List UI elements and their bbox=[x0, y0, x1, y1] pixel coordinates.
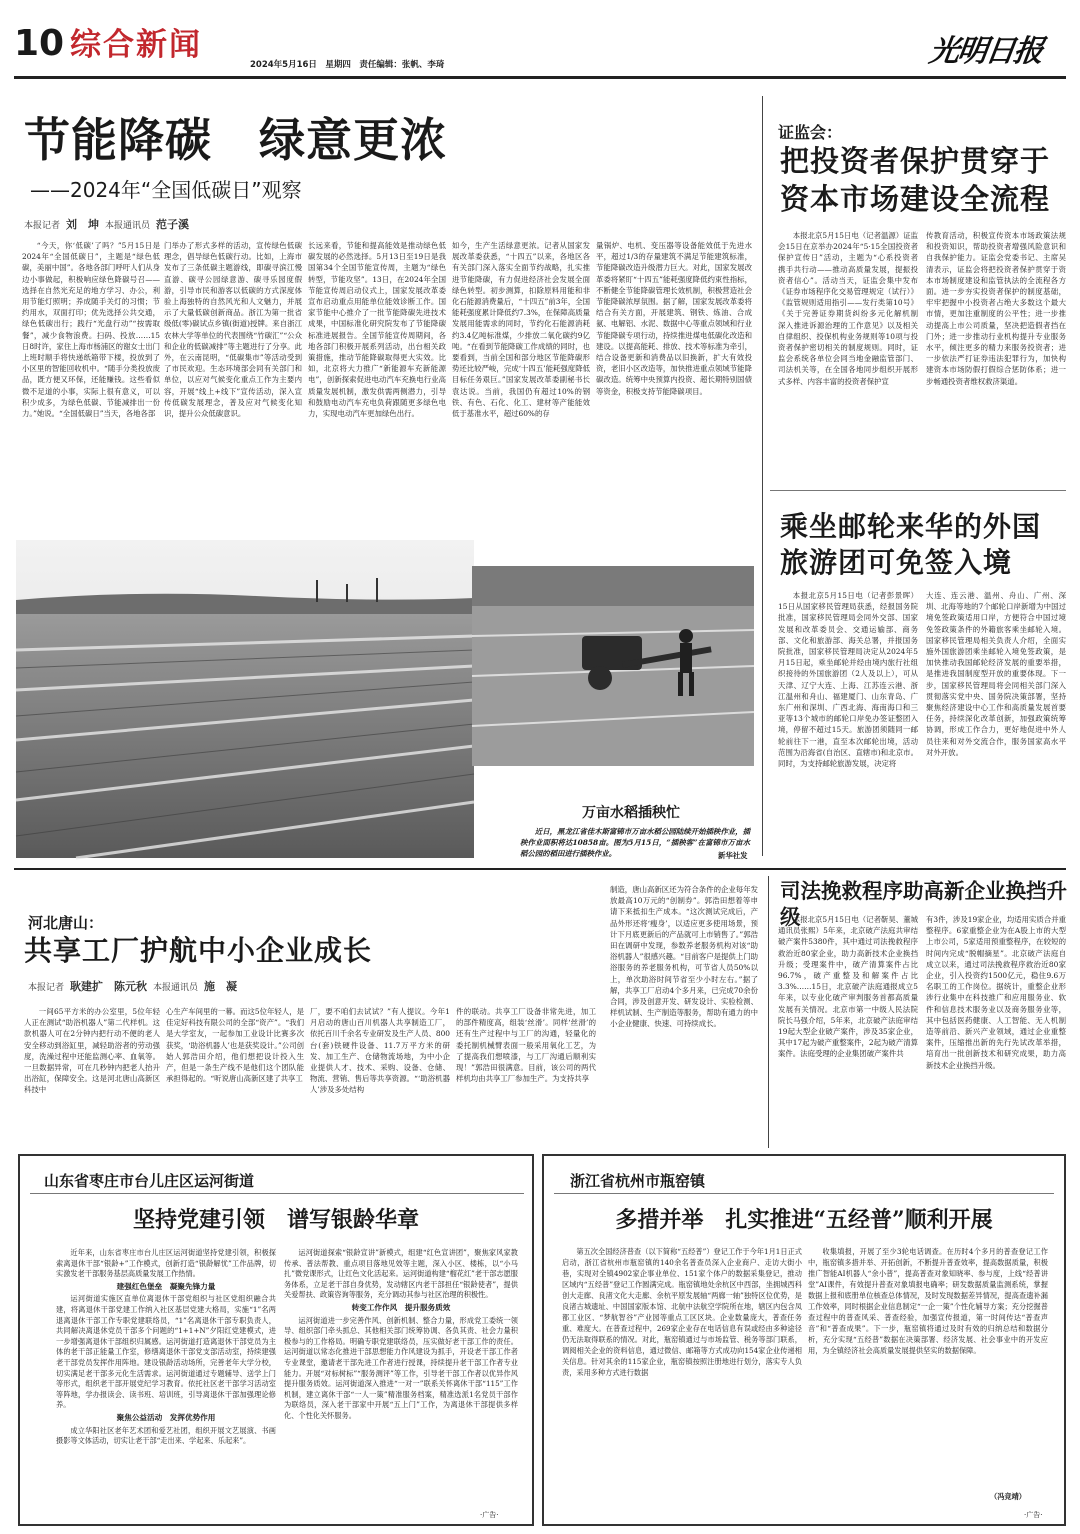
page-number: 10 bbox=[14, 23, 65, 64]
lead-column-2: 门举办了形式多样的活动，宣传绿色低碳理念，倡导绿色低碳行动。比如，上海市发布了三条低碳主题游线，即碳寻滨江慢直游、碳寻公园绿意游、碳寻乐园度假游，引导市民和游客以低碳的方式深度体验上海独特的自然风光和人文魅力，并展示了大量低碳创新商品。浙江为第一批省级低(零)碳试点乡镇(街道)授牌。来自浙江农林大学等单位的代表围绕“竹碳汇”“公众和企业的低碳减排”等主题进行了分享。此外，在云南昆明，“低碳集市”等活动受到了市民欢迎。生态环境部会同有关部门和单位，以应对气候变化重点工作为主要内容，开展“线上+线下”宣传活动，深入宣传低碳发展理念，普及应对气候变化知识，提升公众低碳意识。 bbox=[164, 241, 302, 419]
ad-left-column-2: 运河街道探索“银龄宣讲”新模式，组建“红色宣讲团”，聚焦家风家教传承、普法帮教、重点项目落地见效等主题，深入小区、楼栋，以“小马扎”微党课形式，让红色文化活起来。运河街道构建“榴花红”老干部志愿服务体系，立足老干部自身优势，发动辖区内老干部担任“银龄使者”，提供关爱帮扶、政策咨询等服务，充分调动其参与社区治理的积极性。 转变工作作风 提升服务质效 运河街道进一步完善作风、创新机制、整合力量，形成党工委统一领导、组织部门牵头抓总、其他相关部门统筹协调、各负其责、社会力量积极参与的工作格局。明确专职党建联络员，压实做好老干部工作的责任。运河街道以常态化推进干部思想能力作风建设为抓手，开设老干部工作者专业课堂，邀请老干部先进工作者进行授课，持续提升老干部工作者专业能力。开展“对标树标”“服务测评”等工作，引导老干部工作者以优异作风提升服务质效。运河街道深入推进“一对一”联系关怀离休干部“115”工作机制，建立离休干部“一人一策”精准服务档案，精准选派1名党员干部作为联络员，深入老干部家中开展“五上门”工作，为离退休干部提供多样化、个性化关怀服务。 bbox=[284, 1248, 518, 1420]
photo-caption: 近日，黑龙江省佳木斯富锦市万亩水稻公园陆续开始插秧作业，插秧作业面积将达10858亩。图为5月15日，“插秧客”在富锦市万亩水稻公园的稻田进行插秧作业。 bbox=[520, 827, 750, 858]
cruise-column-1: 本报北京5月15日电（记者彭景晖）15日从国家移民管理局获悉，经报国务院批准，国家移民管理局会同外交部、国家发展和改革委员会、交通运输部、商务部、文化和旅游部、海关总署，并报国务院批准，国家移民管理局决定从2024年5月15日起，乘坐邮轮并经由境内旅行社组织接待的外国旅游团（2人及以上），可从天津、辽宁大连、上海、江苏连云港、浙江温州和舟山、福建厦门、山东青岛、广东广州和深圳、广西北海、海南海口和三亚等13个城市的邮轮口岸免办签证整团入境，停留不超过15天。旅游团须随同一邮轮前往下一港，直至本次邮轮出境，活动范围为沿海省(自治区、直辖市)和北京市。同时，为支持邮轮旅游发展，决定将 bbox=[778, 591, 918, 769]
ad-left-subhead-1: 建强红色堡垒 凝聚先锋力量 bbox=[116, 1281, 216, 1291]
ad-right-column-1: 第五次全国经济普查（以下简称“五经普”）登记工作于今年1月1日正式启动，浙江省杭州市瓶窑镇的140余名普查员深入企业商户、走访大街小巷，实现对全镇4902家企事业单位、151家个体户的数据采集登记，推动区域内“五经普”登记工作圆满完成。瓶窑镇地处余杭区中西部，坐拥城西科创大走廊、良渚文化大走廊、余杭平原发展轴“两廊一轴”独特区位优势，是良渚古城遗址、中国国家版本馆、北航中法航空学院所在地，辖区内包含凤都工业区、“梦航智谷”产业园等重点工区区块。企业数量庞大，普查任务重、难度大。在普查过程中，269家企业存在电话信息有误或经由多种途径仍无法取得联系的情况。对此，瓶窑镇通过与市场监管、税务等部门联系，调阅相关企业的资料信息，通过微信、邮箱等方式成功向154家企业传递相关信息。针对其余的115家企业，瓶窑镇按照注册地进行划分，落实专人负责，采用多种方式进行数据 bbox=[562, 1247, 802, 1377]
cruise-title-line2: 旅游团可免签入境 bbox=[780, 546, 1013, 579]
lead-column-5: 量锅炉、电机、变压器等设备能效低于先进水平，超过1/3的存量建筑不满足节能建筑标准，节能降碳改造升级潜力巨大。对此，国家发展改革委将紧盯“十四五”能耗强度降低约束性指标，不断健全节能降碳管理长效机制，积极营造社会节能降碳浓厚氛围。据了解，国家发展改革委将结合有关方面，开展建筑、钢铁、炼油、合成氨、电解铝、水泥、数据中心等重点领域和行业节能降碳专项行动，持续推进煤电低碳化改造和建设。以提高能耗、排放、技术等标准为牵引，结合设备更新和消费品以旧换新，扩大有效投资，老旧小区改造等，加快推进重点领域节能降碳改造。统筹中央预算内投资、超长期特别国债等资金，积极支持节能降碳项目。 bbox=[596, 241, 752, 396]
court-column-1: 本报北京5月15日电（记者靳昊、董城 通讯员张熙）5年来，北京破产法庭共审结破产案件5380件，其中通过司法挽救程序救治近80家企业，助力高新技术企业换挡升级；受理案件中，破产清算案件占比96.7%，破产重整及和解案件占比3.3%……15日，北京破产法庭通报成立5年来，以专业化破产审判服务首都高质量发展有关情况。北京市第一中级人民法院院长马强介绍，5年来，北京破产法庭审结19起大型企业破产案件，涉及35家企业，其中17起为破产重整案件，2起为破产清算案件。法庭受理的企业集团破产案件共 bbox=[778, 915, 926, 1059]
court-title: 司法挽救程序助高新企业换挡升级 bbox=[780, 879, 1067, 929]
ad-left-kicker: 山东省枣庄市台儿庄区运河街道 bbox=[44, 1172, 255, 1190]
tangshan-column-4: 件的联动。共享工厂设备非常先进，加工的部件精度高，组装‘丝滑’。同样‘丝滑’的还有生产过程中与工厂的沟通，轻量化的委托制机械臂表面一般采用氧化工艺，为了提高我们想喷漆，与工厂沟通后顺利实现！”郭浩田很满意。目前，该公司的两代样机均由共享工厂参加生产。为支持共享 bbox=[456, 1007, 596, 1084]
lead-column-1: “今天，你‘低碳’了吗？”5月15日是2024年“全国低碳日”，主题是“绿色低碳，美丽中国”。各地各部门呼吁人们从身边小事做起，积极响应绿色降碳号召——选择在自然光充足的地方学习、办公，利用节能灯照明；养成随手关灯的习惯；节约用水，双面打印；优先选择公共交通，绿色低碳出行；践行“光盘行动”“按需取餐”，减少食物浪费。扫码、投放……15日8时许，家住上海市杨浦区的谢女士出门上班时顺手将快递纸箱带下楼，投放到了小区里的智能回收机中。“随手分类投放废品，既方便又环保，还能赚钱。这些看似微不足道的小事，实际上很有意义，可以积少成多，为绿色低碳、节能减排出一份力。”她说。“全国低碳日”当天，各地各部 bbox=[22, 241, 160, 419]
ad-left-mark: ·广告· bbox=[480, 1511, 499, 1519]
lead-title: 节能降碳 绿意更浓 bbox=[24, 113, 447, 167]
court-left-divider bbox=[768, 876, 769, 1148]
rice-field-photo-main bbox=[16, 540, 474, 858]
ad-left-subhead-3: 转变工作作风 提升服务质效 bbox=[351, 1302, 451, 1312]
rice-planting-photo-inset bbox=[472, 566, 754, 766]
tangshan-byline: 本报记者 耿建扩 陈元秋 本报通讯员 施 凝 bbox=[28, 980, 238, 993]
photo-credit: 新华社发 bbox=[718, 851, 748, 860]
csrc-column-1: 本报北京5月15日电（记者温源）证监会15日在京举办2024年“5·15全国投资者保护宣传日”活动，主题为“心系投资者 携手共行动——推动高质量发展，提振投资者信心”。活动当天，证监会集中发布《证券市场程序化交易管理规定（试行）》《监管规则适用指引——发行类第10号》《关于完善证券期货纠纷多元化解机制 深入推进诉源治理的工作意见》以及相关自律组织、投保机构业务规则等10项与投资者保护密切相关的制度规则。同时，证监会系统各单位会同当地金融监管部门、司法机关等，在全国各地同步组织开展形式多样、内容丰富的投资者保护宣 bbox=[778, 231, 926, 386]
tangshan-column-1: 一间65平方米的办公室里，5位年轻人正在测试“助浴机器人”第二代样机。这款机器人可在2分钟内把行动不便的老人安全移动到浴缸里，减轻助浴者的劳动强度，洗澡过程中还能监测心率、血氧等。一旦数据异常，可在几秒钟内把老人抬升出浴缸，保障安全。这是河北唐山高新区科技中 bbox=[24, 1007, 160, 1095]
lead-column-4: 如今，生产生活绿意更浓。记者从国家发展改革委获悉，“十四五”以来，各地区各有关部门深入落实全面节约战略，扎实推进节能降碳，有力促进经济社会发展全面绿色转型。初步测算，扣除原料用能和非化石能源消费量后，“十四五”前3年，全国能耗强度累计降低约7.3%，在保障高质量发展用能需求的同时，节约化石能源消耗约3.4亿吨标准煤，少排放二氧化碳约9亿吨。“在看到节能降碳工作成绩的同时，也要看到，当前全国和部分地区节能降碳形势还比较严峻，完成‘十四五’能耗强度降低目标任务艰巨。”国家发展改革委副秘书长袁达说。当前，我国仍有超过10%的钢铁、有色、石化、化工、建材等产能能效低于基准水平，超过60%的存 bbox=[452, 241, 590, 419]
tangshan-column-5: 制造，唐山高新区还为符合条件的企业每年发放最高10万元的“创制券”。郭浩田想着等申请下来抵扣生产成本。“这次测试完成后，产品外形还将‘瘦身’，以适应更多使用场景，预计下月底更新后的产品就可上市销售了。”郭浩田在调研中发现，参数养老服务机构对该“助浴机器人”很感兴趣。“目前客户是提供上门助浴服务的养老服务机构，可节省人员50%以上，单次助浴时间节省至少小时左右。”据了解，共享工厂启动4个多月来，已完成70余份合同，涉及创意开发、研发设计、实验检测、样机试制、生产制造等服务，帮助有通力的中小企业健康、快速、可持续成长。 bbox=[610, 885, 758, 1029]
tangshan-column-2: 心生产车间里的一幕。而这5位年轻人，是佳定好科技有限公司的全部“资产”。“我们是大学室友，一起参加工业设计比赛多次获奖，‘助浴机器人’也是获奖设计。”公司创始人郭浩田介绍，他们想把设计投入生产，但是一条生产线不是他们这个团队能承担得起的。“听说唐山高新区建了共享工 bbox=[166, 1007, 304, 1084]
ad-right-kicker: 浙江省杭州市瓶窑镇 bbox=[570, 1172, 706, 1190]
lead-right-divider bbox=[762, 96, 763, 856]
section-title: 综合新闻 bbox=[70, 27, 202, 63]
ad-left-kicker-rule bbox=[30, 1193, 524, 1194]
cruise-column-2: 大连、连云港、温州、舟山、广州、深圳、北海等地的7个邮轮口岸新增为中国过境免签政策适用口岸，方便符合中国过境免签政策条件的外籍旅客乘坐邮轮入境。国家移民管理局相关负责人介绍，全面实施外国旅游团乘坐邮轮入境免签政策，是加快推动我国邮轮经济发展的重要举措，是推进我国制度型开放的重要体现。下一步，国家移民管理局将会同相关部门深入贯彻落实党中央、国务院决策部署，坚持聚焦经济建设中心工作和高质量发展首要任务，持续深化改革创新，加强政策统筹协调，形成工作合力，更好地促进中外人员往来和对外交流合作，服务国家高水平对外开放。 bbox=[926, 591, 1066, 757]
tangshan-column-3: 厂，要不咱们去试试？”有人提议。今年1月启动的唐山百川机器人共享制造工厂，依托百川千余名专业研发及生产人员、800台(套)铁硬件设备、11.7万平方米的研发、加工生产、仓储物流场地，为中小企业提供人才、技术、采购、设备、仓储、物流、营销、售后等共享资源。“‘助浴机器人’涉及多处结构 bbox=[310, 1007, 450, 1095]
ad-right-title: 多措并举 扎实推进“五经普”顺利开展 bbox=[615, 1207, 993, 1233]
tangshan-kicker: 河北唐山： bbox=[28, 914, 104, 932]
court-column-2: 有3件，涉及19家企业，均适用实质合并重整程序。6家重整企业为在A股上市的大型上市公司，5家适用预重整程序，在较短的时间内完成“脱帽摘星”。北京破产法庭自成立以来，通过司法挽救程序救治近80家企业，引入投资约1500亿元，稳住9.6万名职工的工作岗位。据统计，重整企业形涉行业集中在科技推广和应用服务业、软件和信息技术服务业以及商务服务业等，其中包括医药健康、人工智能、无人机制造等前沿、新兴产业领域，通过企业重整案件，压缩推出新的先行先试改革举措，培育出一批创新技术和研究成果，助力高新技术企业换挡升级。 bbox=[926, 915, 1066, 1070]
issue-info: 2024年5月16日 星期四 责任编辑：张帆、李琦 bbox=[250, 60, 445, 70]
csrc-column-2: 传教育活动，积极宣传资本市场政策法规和投资知识，帮助投资者增强风险意识和自我保护能力。证监会党委书记、主席吴清表示，证监会将把投资者保护贯穿于资本市场制度建设和监管执法的全流程各方面。进一步夯实投资者保护的制度基础，牢牢把握中小投资者占绝大多数这个最大市情，更加注重制度的公平性；进一步推动提高上市公司质量，坚决把造假者挡在门外；进一步推动行业机构提升专业服务水平，倾注更多的精力来服务投资者；进一步依法严打证券违法犯罪行为，加快构建资本市场防假打假综合惩防体系；进一步畅通投资者维权救济渠道。 bbox=[926, 231, 1066, 386]
ad-left-subhead-2: 聚焦公益活动 发挥优势作用 bbox=[116, 1412, 216, 1422]
ad-right-signature: （冯竞靖） bbox=[990, 1492, 1026, 1501]
masthead-logo: 光明日报 bbox=[927, 34, 1044, 69]
csrc-bottom-rule bbox=[770, 490, 1066, 491]
mid-rule bbox=[14, 868, 1066, 870]
csrc-title-line1: 把投资者保护贯穿于 bbox=[780, 144, 1051, 178]
ad-right-column-2: 收集填报，开展了至少3轮电话调查。在历时4个多月的普查登记工作中，瓶窑镇多措并举、开拓创新，不断提升普查效率，提高数据质量，积极推广智能AI机器人“余小普”，提高普查对象知晓率、参与度，上线“经普讲堂”AI课件，有效提升普查对象填报电确率；研发数据质量监测系统，掌握数据上报和底册单位核查总体情况，及时发现数据差异情况，提高查遗补漏工作效率，同时根据企业信息制定“一企一策”个性化辅导方案；充分挖掘普查过程中的普查风采、普查经验，加强宣传报道，第一时间传达“普查声音”和“普查成果”。下一步，瓶窑镇将通过及时有效的归纳总结和数据分析，充分实现“五经普”数据在决策部署、经济发展、社会事业中的开发应用，为全镇经济社会高质量发展提供坚实的数据保障。 bbox=[808, 1247, 1048, 1355]
lead-subtitle: ——2024年“全国低碳日”观察 bbox=[30, 178, 302, 202]
lead-column-3: 长远来看，节能和提高能效是推动绿色低碳发展的必然选择。5月13日至19日是我国第34个全国节能宣传周，主题为“绿色转型，节能攻坚”。13日，在2024年全国节能宣传周启动仪式上，国家发展改革委宣布启动重点用能单位能效诊断工作。国家节能中心推介了一批节能降碳先进技术成果，中国标准化研究院发布了节能降碳标准进展报告。全国节能宣传周期间，各地各部门积极开展系列活动，出台相关政策措施，推动节能降碳取得更大实效。比如，北京将大力推广“新能源车充新能源电”，创新探索促进电动汽车充换电行业高质量发展机制，激发供需两侧潜力，引导和鼓励电动汽车充电负荷跟随更多绿色电力，实现电动汽车更加绿色出行。 bbox=[308, 241, 446, 419]
ad-left-title: 坚持党建引领 谱写银龄华章 bbox=[132, 1207, 419, 1233]
ad-right-kicker-rule bbox=[554, 1193, 1054, 1194]
csrc-kicker: 证监会： bbox=[778, 123, 843, 142]
lead-byline: 本报记者 刘 坤 本报通讯员 范子溪 bbox=[24, 218, 190, 231]
ad-left-column-1: 近年来，山东省枣庄市台儿庄区运河街道坚持党建引领，积极探索离退休干部“银龄+”工作模式，创新打造“银龄解忧”工作品牌，切实激发老干部服务基层高质量发展工作热情。 建强红色堡垒 凝聚先锋力量 运河街道实施区直单位离退休干部党组织与社区党组织融合共建，将离退休干部党建工作纳入社区基层党建大格局，实施“1”名两退离退休干部工作专职党建联络员，“1”名离退休干部专职负责人，共同解决离退休党员干部多个问题的“1+1+N”夕阳红党建模式，进一步增强离退休干部组织归属感。运河街道打造离退休干部党员为主体的老干部正能量工作室，修缮离退休干部党支部活动室，持续建强老干部党员发挥作用阵地。建设银龄活动场所，完善老年大学分校，切实满足老干部多元化生活需求。运河街道通过专题辅导、送学上门等形式，组织老干部开展党纪学习教育。依托社区老干部学习活动室等阵地，学办报读会、读书班、培训班，引导离退休干部加强理论修养。 聚焦公益活动 发挥优势作用 成立华阳社区老年艺术团和爱艺社团，组织开展文艺展演、书画摄影等文体活动，切实让老干部“走出来、学起来、乐起来”。 bbox=[56, 1248, 276, 1446]
csrc-title-line2: 资本市场建设全流程 bbox=[780, 182, 1051, 216]
header-rule bbox=[14, 76, 1066, 79]
photo-caption-title: 万亩水稻插秧忙 bbox=[582, 805, 680, 821]
ad-right-mark: ·广告· bbox=[1024, 1511, 1043, 1519]
cruise-title-line1: 乘坐邮轮来华的外国 bbox=[780, 510, 1042, 543]
tangshan-title: 共享工厂护航中小企业成长 bbox=[24, 934, 373, 967]
